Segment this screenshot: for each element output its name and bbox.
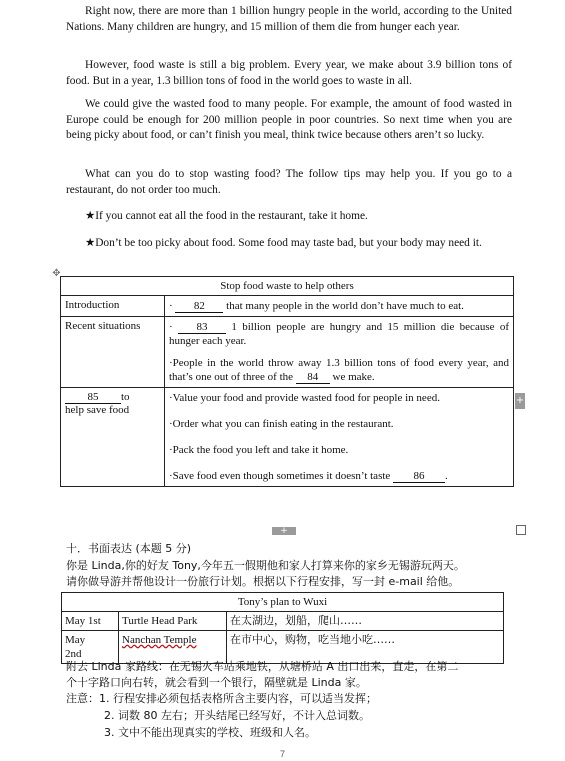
intro-text: that many people in the world don’t have much to eat. <box>226 300 464 312</box>
note-line-2: 2. 词数 80 左右；开头结尾已经写好，不计入总词数。 <box>104 709 370 722</box>
table-resize-handle-icon[interactable] <box>516 525 526 535</box>
plan-activity: 在太湖边，划船，爬山…… <box>227 612 504 631</box>
ways-label <box>61 388 165 487</box>
plan-table-caption: Tony’s plan to Wuxi <box>62 593 504 612</box>
blank-82[interactable]: 82 <box>175 300 223 313</box>
blank-84[interactable]: 84 <box>296 371 330 384</box>
passage-tip-2: ★Don’t be too picky about food. Some food may taste bad, but your body may need it. <box>85 237 482 249</box>
blank-83[interactable]: 83 <box>178 321 226 334</box>
writing-prompt-line-1: 你是 Linda,你的好友 Tony,今年五一假期他和家人打算来你的家乡无锡游玩两天。 <box>66 559 465 572</box>
page-number: 7 <box>280 749 286 759</box>
way-item-1: ·Value your food and provide wasted food for people in need. <box>169 392 440 404</box>
plan-date-line-1: May <box>65 634 86 646</box>
plan-date: May 1st <box>62 612 119 631</box>
writing-heading: 十．书面表达 (本题 5 分) <box>66 542 192 555</box>
table-row <box>62 612 504 631</box>
recent-text-2: ·People in the world throw away 1.3 billion tons of food every year, and that’s one out of three of the <box>169 357 509 383</box>
writing-prompt-line-2: 请你做导游并帮他设计一份旅行计划。根据以下行程安排，写一封 e-mail 给他。 <box>66 575 460 588</box>
passage-paragraph-4: What can you do to stop wasting food? The follow tips may help you. If you go to a restaurant, do not order too much. <box>66 168 512 196</box>
ways-label-to: to <box>121 391 130 403</box>
add-row-plus-icon[interactable]: + <box>272 527 296 535</box>
route-line-1: 附去 Linda 家路线：在无锡火车站乘地铁，从塘桥站 A 出口出来，直走，在第二 <box>66 660 459 673</box>
table-move-handle-icon[interactable]: ✥ <box>52 268 61 279</box>
plan-place: Turtle Head Park <box>119 612 227 631</box>
ways-cell <box>165 388 514 487</box>
recent-cell <box>165 317 514 388</box>
intro-cell <box>165 296 514 317</box>
note-line-3: 3. 文中不能出现真实的学校、班级和人名。 <box>104 726 316 739</box>
plan-date-line-2: 2nd <box>65 648 82 660</box>
way-item-4: ·Save food even though sometimes it doesn’t taste <box>169 470 391 482</box>
passage-paragraph-1: Right now, there are more than 1 billion hungry people in the world, according to the United Nations. Many children are hungry, and 15 million of them die from hunger each year. <box>66 5 512 33</box>
add-column-plus-icon[interactable]: + <box>515 393 525 409</box>
summary-table-title: Stop food waste to help others <box>61 277 514 296</box>
recent-label: Recent situations <box>61 317 165 388</box>
recent-text-2-end: we make. <box>332 371 375 383</box>
plan-place-text: Nanchan Temple <box>122 634 197 646</box>
bullet: · <box>169 300 173 312</box>
plan-activity: 在市中心，购物，吃当地小吃…… <box>227 631 504 664</box>
ways-label-text: help save food <box>65 404 130 416</box>
bullet: · <box>169 321 173 333</box>
note-line-1: 注意：1. 行程安排必须包括表格所含主要内容，可以适当发挥； <box>66 692 377 705</box>
blank-86[interactable]: 86 <box>393 470 445 483</box>
way-item-3: ·Pack the food you left and take it home. <box>169 444 349 456</box>
passage-tip-1: ★If you cannot eat all the food in the restaurant, take it home. <box>85 210 368 222</box>
summary-table <box>60 276 514 487</box>
passage-paragraph-2: However, food waste is still a big problem. Every year, we make about 3.9 billion tons of food. But in a year, 1.3 billion tons of food in the world goes to waste in all. <box>66 59 512 87</box>
passage-paragraph-3: We could give the wasted food to many people. For example, the amount of food wasted in Europe could be enough for 200 million people in poor countries. So next time when you are being picky about food, or can’t finish you meal, think twice because others aren’t so lucky. <box>66 98 512 141</box>
blank-85[interactable]: 85 <box>65 391 121 404</box>
way-item-2: ·Order what you can finish eating in the restaurant. <box>169 418 394 430</box>
route-line-2: 个十字路口向右转，就会看到一个银行，隔壁就是 Linda 家。 <box>66 676 367 689</box>
plan-table <box>61 592 504 664</box>
intro-label: Introduction <box>61 296 165 317</box>
recent-text-1: 1 billion people are hungry and 15 million die because of hunger each year. <box>169 321 509 347</box>
way-item-4-end: . <box>445 470 448 482</box>
